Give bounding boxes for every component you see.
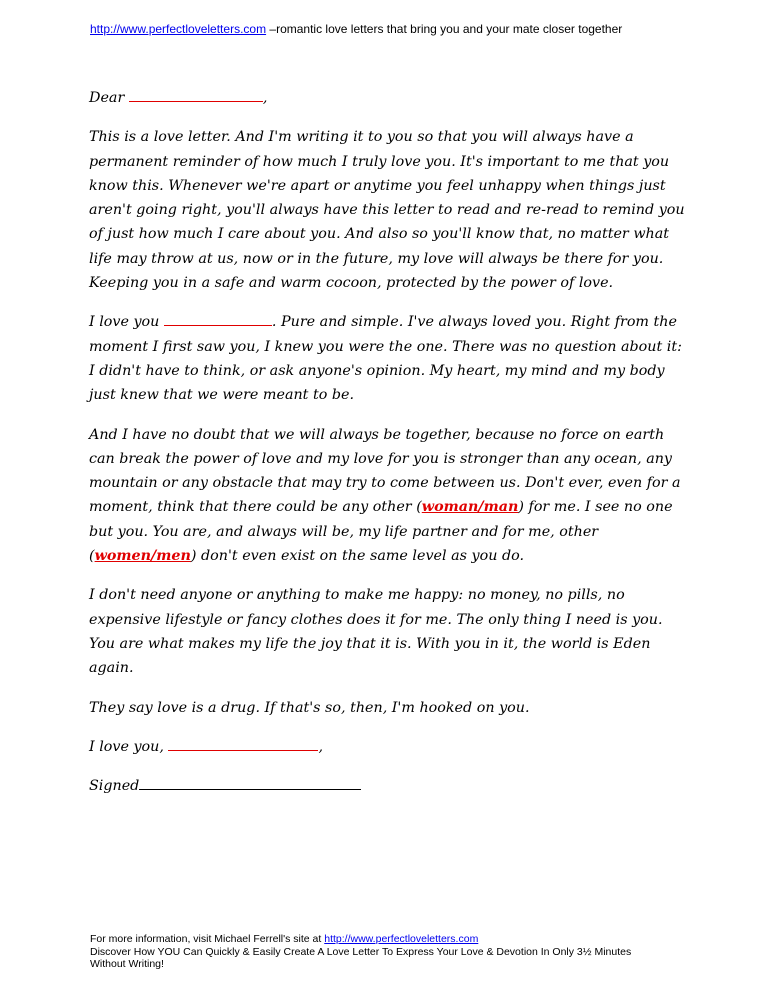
salutation: Dear xyxy=(89,90,125,106)
closing: I love you, xyxy=(89,738,164,755)
salutation-comma: , xyxy=(262,90,268,106)
salutation-line xyxy=(89,86,689,110)
header xyxy=(90,22,622,36)
name-blank xyxy=(164,313,272,326)
paragraph-4: I don't need anyone or anything to make me happy: no money, no pills, no expensive lifestyle or fancy clothes does it for me. The only thing I need is you. You are what makes my life the joy that it is. With you in it, the world is Eden again. xyxy=(89,587,663,677)
footer-line-3: Without Writing! xyxy=(90,958,164,971)
closing-line xyxy=(89,735,689,759)
paragraph-3-c: ) don't even exist on the same level as you do. xyxy=(190,548,524,565)
paragraph-3 xyxy=(89,423,689,569)
footer-link[interactable]: http://www.perfectloveletters.com xyxy=(324,933,479,945)
signed-label: Signed xyxy=(89,778,140,795)
paragraph-1: This is a love letter. And I'm writing it to you so that you will always have a permanent reminder of how much I truly love you. It's important to me that you know this. Whenever we're apart or anytime you feel unhappy when things just aren't going right, you'll always have this letter to read and re-read to remind you of just how much I care about you. And also so you'll know that, no matter what life may throw at us, now or in the future, my love will always be there for you. Keeping you in a safe and warm cocoon, protected by the power of love. xyxy=(89,129,685,292)
header-link[interactable]: http://www.perfectloveletters.com xyxy=(90,22,267,36)
signature-blank xyxy=(139,777,361,790)
footer-info-text: For more information, visit Michael Ferrell's site at xyxy=(90,933,325,945)
recipient-name-blank xyxy=(129,89,263,102)
footer xyxy=(90,933,631,971)
closing-name-blank xyxy=(168,738,318,751)
closing-comma: , xyxy=(318,738,323,755)
paragraph-3-a: And I have no doubt that we will always be together, because no force on earth can break the power of love and my love for you is stronger than any ocean, any mountain or any obstacle that may try to come between us. Don't ever, even for a moment, think that there could be any other ( xyxy=(89,426,681,516)
header-tagline: –romantic love letters that bring you and your mate closer together xyxy=(266,22,623,36)
woman-man-option: woman/man xyxy=(421,499,519,516)
women-men-option: women/men xyxy=(94,548,191,565)
footer-line-2: Discover How YOU Can Quickly & Easily Create A Love Letter To Express Your Love & Devotion In Only 3½ Minutes xyxy=(90,945,632,958)
paragraph-5: They say love is a drug. If that's so, then, I'm hooked on you. xyxy=(89,699,530,716)
footer-line-1 xyxy=(90,933,631,946)
paragraph-2 xyxy=(89,310,689,407)
letter-body xyxy=(89,86,689,813)
paragraph-2-rest: . Pure and simple. I've always loved you. Right from the moment I first saw you, I knew you were the one. There was no question about it: I didn't have to think, or ask anyone's opinion. My heart, my mind and my body just knew that we were meant to be. xyxy=(89,314,682,404)
signature-line xyxy=(89,774,689,798)
paragraph-2-start: I love you xyxy=(89,314,160,331)
paragraph-3-b: ) for me. I see no one but you. You are, and always will be, my life partner and for me, other ( xyxy=(89,499,673,565)
